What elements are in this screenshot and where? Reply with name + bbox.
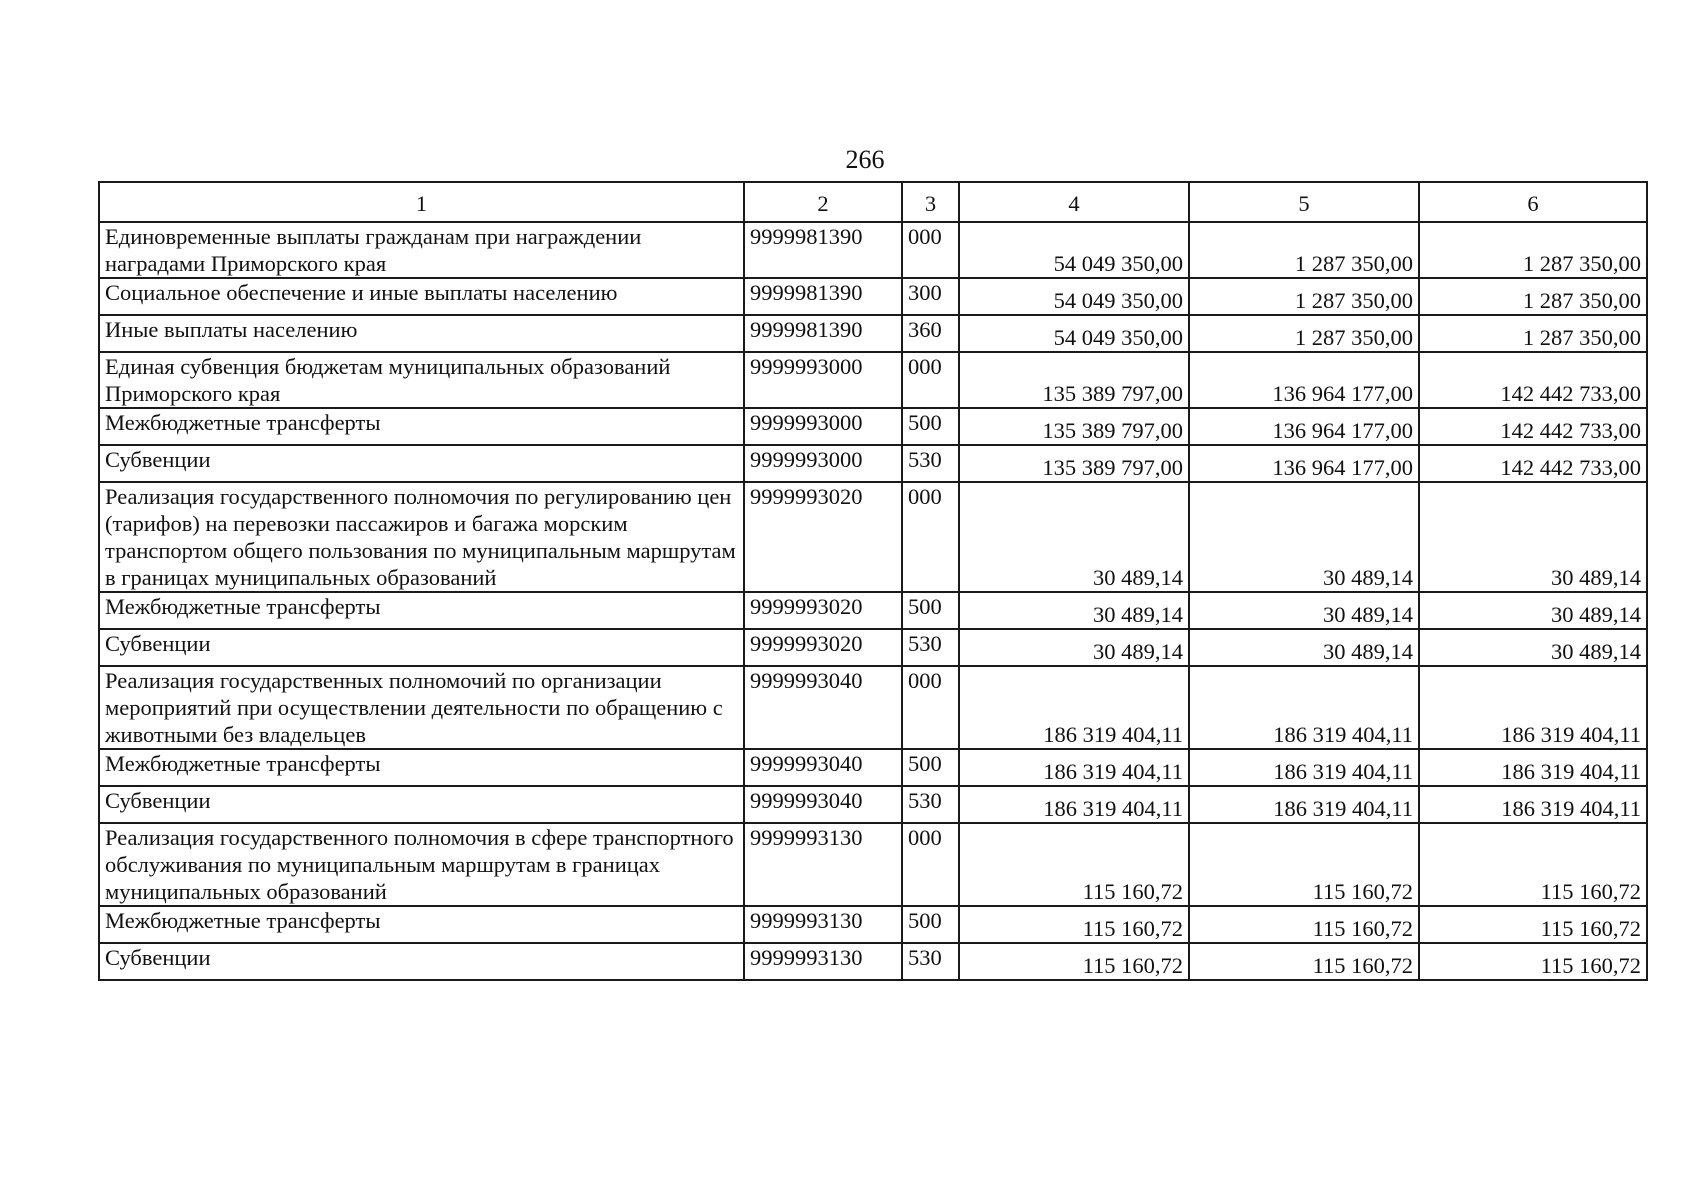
row-code: 9999993000 [744,352,902,408]
row-name: Иные выплаты населению [99,315,744,352]
row-name: Субвенции [99,445,744,482]
row-amount-6: 186 319 404,11 [1419,749,1647,786]
row-amount-4: 115 160,72 [959,943,1189,980]
row-amount-5: 136 964 177,00 [1189,408,1419,445]
row-amount-5: 30 489,14 [1189,482,1419,592]
row-code: 9999993000 [744,445,902,482]
table-row [99,906,1647,943]
row-amount-5: 136 964 177,00 [1189,445,1419,482]
row-kind: 530 [902,943,959,980]
row-amount-4: 30 489,14 [959,482,1189,592]
row-code: 9999993020 [744,629,902,666]
row-amount-4: 135 389 797,00 [959,445,1189,482]
row-kind: 000 [902,482,959,592]
row-amount-6: 1 287 350,00 [1419,222,1647,278]
header-col-6: 6 [1419,182,1647,222]
row-amount-4: 186 319 404,11 [959,749,1189,786]
row-name: Межбюджетные трансферты [99,592,744,629]
row-kind: 500 [902,749,959,786]
table-header-row [99,182,1647,222]
row-code: 9999993040 [744,749,902,786]
row-amount-5: 115 160,72 [1189,906,1419,943]
table-row [99,786,1647,823]
row-amount-6: 30 489,14 [1419,629,1647,666]
row-code: 9999993020 [744,482,902,592]
row-amount-6: 142 442 733,00 [1419,408,1647,445]
table-row [99,482,1647,592]
row-name: Субвенции [99,629,744,666]
row-name: Реализация государственного полномочия по регулированию цен (тарифов) на перевозки пассажиров и багажа морским транспортом общего пользования по муниципальным маршрутам в границах муниципальных образований [99,482,744,592]
budget-table [98,181,1648,981]
row-code: 9999981390 [744,222,902,278]
row-amount-4: 54 049 350,00 [959,278,1189,315]
table-row [99,749,1647,786]
row-kind: 000 [902,352,959,408]
header-col-3: 3 [902,182,959,222]
row-amount-4: 135 389 797,00 [959,408,1189,445]
row-amount-4: 30 489,14 [959,629,1189,666]
table-row [99,592,1647,629]
row-name: Социальное обеспечение и иные выплаты населению [99,278,744,315]
row-amount-5: 1 287 350,00 [1189,315,1419,352]
row-kind: 530 [902,445,959,482]
row-amount-6: 186 319 404,11 [1419,786,1647,823]
row-amount-5: 30 489,14 [1189,592,1419,629]
row-amount-4: 186 319 404,11 [959,786,1189,823]
row-amount-6: 186 319 404,11 [1419,666,1647,749]
row-amount-6: 142 442 733,00 [1419,445,1647,482]
row-amount-5: 186 319 404,11 [1189,749,1419,786]
table-row [99,445,1647,482]
row-amount-4: 186 319 404,11 [959,666,1189,749]
table-row [99,666,1647,749]
row-kind: 530 [902,786,959,823]
row-amount-6: 30 489,14 [1419,592,1647,629]
row-name: Субвенции [99,943,744,980]
header-col-4: 4 [959,182,1189,222]
table-row [99,408,1647,445]
table-row [99,943,1647,980]
row-code: 9999981390 [744,278,902,315]
row-amount-5: 1 287 350,00 [1189,222,1419,278]
header-col-5: 5 [1189,182,1419,222]
row-kind: 000 [902,222,959,278]
row-amount-6: 1 287 350,00 [1419,315,1647,352]
row-name: Реализация государственных полномочий по организации мероприятий при осуществлении деятельности по обращению с животными без владельцев [99,666,744,749]
row-amount-6: 1 287 350,00 [1419,278,1647,315]
row-name: Межбюджетные трансферты [99,408,744,445]
row-amount-4: 54 049 350,00 [959,315,1189,352]
row-amount-4: 54 049 350,00 [959,222,1189,278]
table-row [99,278,1647,315]
row-name: Единовременные выплаты гражданам при награждении наградами Приморского края [99,222,744,278]
header-col-1: 1 [99,182,744,222]
row-amount-6: 30 489,14 [1419,482,1647,592]
row-amount-5: 1 287 350,00 [1189,278,1419,315]
table-row [99,222,1647,278]
row-kind: 300 [902,278,959,315]
table-row [99,352,1647,408]
row-kind: 500 [902,906,959,943]
table-row [99,823,1647,906]
row-kind: 500 [902,408,959,445]
row-amount-6: 142 442 733,00 [1419,352,1647,408]
row-amount-5: 186 319 404,11 [1189,786,1419,823]
row-kind: 000 [902,666,959,749]
row-kind: 530 [902,629,959,666]
row-amount-4: 115 160,72 [959,823,1189,906]
row-kind: 360 [902,315,959,352]
row-amount-6: 115 160,72 [1419,823,1647,906]
row-name: Единая субвенция бюджетам муниципальных образований Приморского края [99,352,744,408]
row-amount-4: 115 160,72 [959,906,1189,943]
row-amount-5: 115 160,72 [1189,823,1419,906]
row-name: Субвенции [99,786,744,823]
row-code: 9999993130 [744,943,902,980]
row-amount-5: 30 489,14 [1189,629,1419,666]
row-code: 9999993000 [744,408,902,445]
row-kind: 500 [902,592,959,629]
row-name: Реализация государственного полномочия в сфере транспортного обслуживания по муниципальным маршрутам в границах муниципальных образований [99,823,744,906]
row-amount-5: 186 319 404,11 [1189,666,1419,749]
row-amount-4: 135 389 797,00 [959,352,1189,408]
row-kind: 000 [902,823,959,906]
page-number: 266 [845,145,885,174]
row-name: Межбюджетные трансферты [99,749,744,786]
row-amount-6: 115 160,72 [1419,906,1647,943]
row-amount-6: 115 160,72 [1419,943,1647,980]
row-code: 9999993130 [744,906,902,943]
row-code: 9999993020 [744,592,902,629]
table-row [99,315,1647,352]
row-code: 9999993040 [744,666,902,749]
table-row [99,629,1647,666]
row-name: Межбюджетные трансферты [99,906,744,943]
row-amount-5: 115 160,72 [1189,943,1419,980]
row-amount-4: 30 489,14 [959,592,1189,629]
header-col-2: 2 [744,182,902,222]
row-code: 9999981390 [744,315,902,352]
row-code: 9999993130 [744,823,902,906]
row-code: 9999993040 [744,786,902,823]
row-amount-5: 136 964 177,00 [1189,352,1419,408]
